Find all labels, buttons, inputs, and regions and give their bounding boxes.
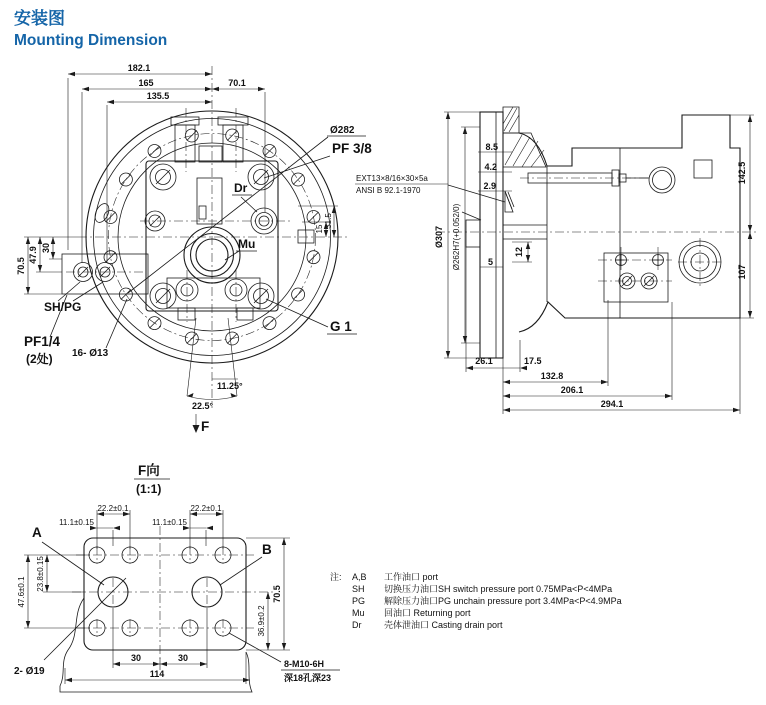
label-dia282: Ø282: [330, 125, 355, 136]
f-centerlines: [72, 526, 276, 660]
note-key-sh: SH: [352, 584, 365, 594]
dim-165: 165: [138, 78, 154, 88]
f-leader-lines: [42, 542, 340, 670]
dim-114: 114: [149, 669, 165, 679]
dim-8-5: 8.5: [485, 142, 498, 152]
label-g1: G 1: [330, 319, 352, 334]
side-valve-block: [604, 253, 668, 302]
side-riser-port: [694, 160, 712, 178]
front-leader-lines: [50, 136, 366, 348]
label-m10-thread: 8-M10-6H: [284, 659, 325, 669]
dim-26-1: 26.1: [475, 356, 493, 366]
label-16-dia13: 16- Ø13: [72, 348, 109, 359]
side-view: [355, 107, 758, 414]
label-port-a: A: [32, 525, 42, 540]
dim-30-left: 30: [130, 653, 142, 663]
dim-22-2-left: 22.2±0.1: [97, 504, 129, 513]
note-key-pg: PG: [352, 596, 366, 606]
dim-15: 15: [315, 224, 324, 234]
page-title-en: Mounting Dimension: [14, 32, 168, 49]
dim-70-5: 70.5: [16, 257, 26, 275]
dim-47-9: 47.9: [28, 246, 38, 264]
notes-prefix: 注:: [330, 572, 342, 582]
label-mu: Mu: [238, 237, 256, 251]
label-spline-spec: EXT13×8/16×30×5a: [356, 174, 428, 183]
side-body-inner-lines: [503, 148, 620, 318]
front-bottom-manifold: [167, 278, 260, 320]
side-dim-lines: [355, 112, 754, 414]
notes-block: [330, 571, 622, 630]
note-key-ab: A,B: [352, 572, 367, 582]
note-desc-ab: 工作油口 port: [384, 572, 439, 582]
note-desc-dr: 壳体泄油口 Casting drain port: [384, 620, 503, 630]
dim-30-right: 30: [177, 653, 189, 663]
label-f-arrow: F: [201, 419, 210, 434]
note-key-dr: Dr: [352, 620, 362, 630]
label-spline-standard: ANSI B 92.1-1970: [356, 186, 421, 195]
dim-2-9: 2.9: [483, 181, 496, 191]
dim-22-2-right: 22.2±0.1: [190, 504, 222, 513]
dim-17-5: 17.5: [524, 356, 542, 366]
dim-dia307: Ø307: [434, 225, 444, 249]
front-dim-arrows: [26, 72, 336, 433]
title-block: [14, 8, 167, 49]
dim-31-5: 31.5: [324, 213, 333, 229]
label-port-b: B: [262, 542, 272, 557]
f-view: [14, 462, 340, 692]
dim-206-1: 206.1: [560, 385, 584, 395]
dim-4-2: 4.2: [484, 162, 497, 172]
dim-47-6: 47.6±0.1: [17, 576, 26, 608]
side-hatch-blocks: [503, 107, 546, 167]
f-view-scale: (1:1): [136, 482, 162, 496]
dim-70-5-f: 70.5: [272, 585, 282, 603]
note-desc-mu: 回油口 Returning port: [384, 608, 471, 618]
side-control-rod: [528, 167, 675, 193]
label-m10-depth: 深18孔深23: [284, 673, 332, 683]
front-view: [16, 63, 372, 434]
page-title-zh: 安装图: [14, 9, 65, 28]
side-spline-detail: [505, 191, 514, 212]
label-sh-pg: SH/PG: [44, 300, 82, 314]
dim-30: 30: [41, 242, 51, 254]
note-desc-pg: 解除压力油口PG unchain pressure port 3.4MPa<P<4.9MPa: [384, 596, 622, 606]
dim-294-1: 294.1: [600, 399, 624, 409]
dim-135-5: 135.5: [146, 91, 170, 101]
f-dim-lines: [24, 510, 290, 684]
side-hub: [466, 220, 480, 247]
side-centerlines: [436, 178, 758, 286]
dim-36-9: 36.9±0.2: [257, 605, 266, 637]
label-2-dia19: 2- Ø19: [14, 666, 45, 677]
dim-107: 107: [737, 264, 747, 280]
dim-142-5: 142.5: [737, 161, 747, 185]
front-top-fittings: [171, 117, 248, 162]
f-view-title: F向: [138, 463, 160, 478]
dim-11-1-left: 11.1±0.15: [59, 518, 94, 527]
dim-23-8: 23.8±0.15: [36, 556, 45, 592]
dim-12: 12: [514, 246, 524, 258]
dim-11-25deg: 11.25°: [217, 381, 243, 391]
dim-11-1-right: 11.1±0.15: [152, 518, 187, 527]
note-key-mu: Mu: [352, 608, 365, 618]
label-2-places: (2处): [26, 352, 53, 366]
front-details: [92, 178, 314, 243]
dim-70-1: 70.1: [228, 78, 246, 88]
dim-132-8: 132.8: [540, 371, 564, 381]
dim-22-5deg: 22.5°: [192, 401, 214, 411]
label-pf38: PF 3/8: [332, 141, 372, 156]
dim-5: 5: [487, 257, 493, 267]
label-dr: Dr: [234, 181, 248, 195]
note-desc-sh: 切换压力油口SH switch pressure port 0.75MPa<P<4MPa: [384, 584, 613, 594]
side-body-outline: [519, 115, 740, 332]
label-pf14: PF1/4: [24, 334, 61, 349]
dim-182-1: 182.1: [127, 63, 151, 73]
dim-dia262h7: Ø262H7(+0.052/0): [452, 203, 461, 271]
